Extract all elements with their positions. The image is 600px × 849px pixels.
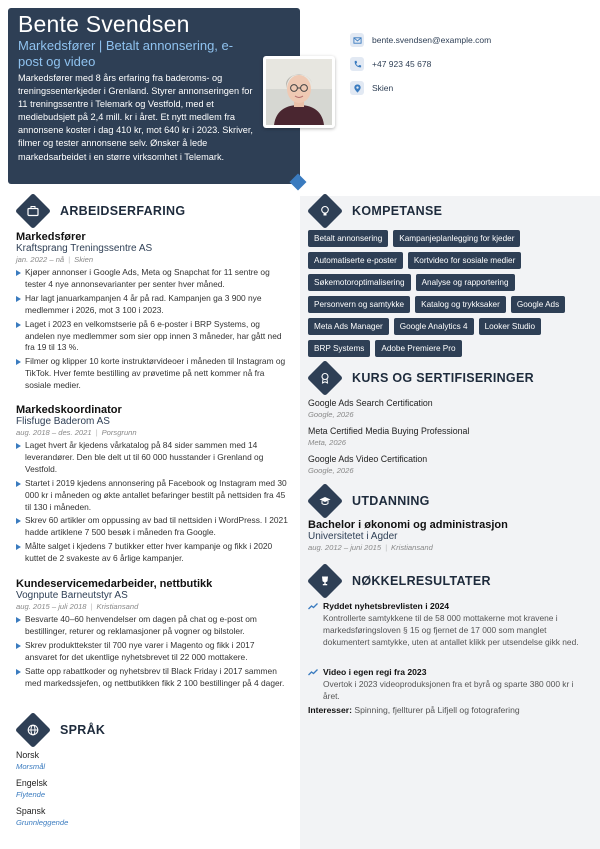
skill-tag: Looker Studio — [479, 318, 542, 335]
trend-up-icon — [308, 668, 318, 676]
certificate-icon — [310, 363, 340, 393]
skill-tags — [308, 230, 594, 362]
bullet: Kjøper annonser i Google Ads, Meta og Snapchat for 11 sentre og tester 4 nye annonsevarianter per senter hver måned. — [16, 267, 288, 291]
job-bullets — [16, 440, 288, 565]
globe-icon — [18, 715, 48, 745]
phone-text: +47 923 45 678 — [372, 59, 432, 69]
job-title: Markedskoordinator — [16, 404, 122, 416]
interests: Interesser: Spinning, fjellturer på Lifjell og fotografering — [308, 705, 520, 715]
job-title: Markedsfører — [16, 231, 86, 243]
skill-tag: Betalt annonsering — [308, 230, 388, 247]
phone-icon — [350, 57, 364, 71]
job-bullets — [16, 614, 288, 689]
job-company: Flisfuge Baderom AS — [16, 416, 110, 427]
skill-tag: Katalog og trykksaker — [415, 296, 506, 313]
graduation-cap-icon — [310, 486, 340, 516]
bullet: Målte salget i kjedens 7 butikker etter hver kampanje og fikk i 2020 kuttet de 2 svakeste av 6 årlige kampanjer. — [16, 541, 288, 565]
result-item: Video i egen regi fra 2023 Overtok i 2023 videoproduksjonen fra et byrå og sparte 380 000 kr i året. — [308, 667, 588, 702]
skill-tag: Adobe Premiere Pro — [375, 340, 461, 357]
job-entry — [16, 404, 288, 567]
result-item: Ryddet nyhetsbrevlisten i 2024 Kontrollerte samtykkene til de 58 000 mottakerne mot kravene i markedsføringsloven § 15 og fjernet de 17 000 som manglet dokumentert samtykke, uten at antallet klikk per utsendelse gikk ned. — [308, 601, 588, 648]
trophy-icon — [310, 566, 340, 596]
experience-heading: ARBEIDSERFARING — [16, 196, 185, 226]
skill-tag: Analyse og rapportering — [416, 274, 515, 291]
skill-tag: Kampanjeplanlegging for kjeder — [393, 230, 520, 247]
bullet: Filmer og klipper 10 korte instruktørvideoer i måneden til Instagram og TikTok. Hver femte bestilling av prøvetime på nett kommer nå fra sosiale medier. — [16, 356, 288, 392]
email-text: bente.svendsen@example.com — [372, 35, 492, 45]
job-bullets — [16, 267, 288, 392]
job-entry — [16, 578, 288, 691]
job-company: Vognpute Barneutstyr AS — [16, 590, 128, 601]
header-panel — [8, 8, 300, 184]
trend-up-icon — [308, 602, 318, 610]
education-meta: aug. 2012 – juni 2015 | Kristiansand — [308, 543, 433, 552]
results-heading: NØKKELRESULTATER — [308, 566, 491, 596]
education-heading: UTDANNING — [308, 486, 430, 516]
bullet: Startet i 2019 kjedens annonsering på Facebook og Instagram med 30 000 kr i måneden og økte antallet befaringer bestilt på nettsiden fra 45 til 130 i måneden. — [16, 478, 288, 514]
skill-tag: Google Analytics 4 — [394, 318, 474, 335]
bullet: Skrev 60 artikler om oppussing av bad til nettsiden i WordPress. I 2021 hadde artiklene 7 500 besøk i måneden fra Google. — [16, 515, 288, 539]
job-entry — [16, 231, 288, 394]
bullet: Laget hvert år kjedens vårkatalog på 84 sider sammen med 14 leverandører. Den ble delt ut til 60 000 husstander i Grenland og Vestfold. — [16, 440, 288, 476]
languages-heading: SPRÅK — [16, 715, 105, 745]
course-item: Google Ads Search Certification Google, 2026 — [308, 398, 433, 419]
education-entry — [308, 519, 588, 552]
bullet: Har lagt januarkampanjen 4 år på rad. Kampanjen ga 3 900 nye medlemmer i 2026, mot 3 100 i 2023. — [16, 293, 288, 317]
email-icon — [350, 33, 364, 47]
school: Universitetet i Agder — [308, 531, 398, 542]
language-item: Spansk Grunnleggende — [16, 806, 69, 827]
job-meta: jan. 2022 – nå | Skien — [16, 255, 94, 264]
candidate-role: Markedsfører | Betalt annonsering, e-post og video — [18, 38, 234, 69]
course-item: Meta Certified Media Buying Professional Meta, 2026 — [308, 426, 470, 447]
location-pin-icon — [350, 81, 364, 95]
bullet: Besvarte 40–60 henvendelser om dagen på chat og e-post om bestillinger, returer og reklamasjoner på vogner og bilstoler. — [16, 614, 288, 638]
bullet: Satte opp rabattkoder og nyhetsbrev til Black Friday i 2017 sammen med markedssjefen, og nettbutikken fikk 2 100 bestillinger på 4 dager. — [16, 666, 288, 690]
profile-photo — [263, 56, 335, 128]
profile-summary: Markedsfører med 8 års erfaring fra baderoms- og treningssenterkjeder i Grenland. Styrer annonseringen for 11 treningssentre i Telemark og Vestfold, med et mediebudsjett på 2,4 mill. kr i året. Et nytt medlem fra annonsene koster i dag 410 kr, mot 640 kr i 2023. Skriver, filmer og tester annonsene selv. Ønsker å lede markedsarbeidet i en større virksomhet i Telemark. — [18, 73, 253, 162]
candidate-name: Bente Svendsen — [18, 11, 190, 37]
contact-phone[interactable] — [350, 57, 431, 71]
language-item: Engelsk Flytende — [16, 778, 48, 799]
job-meta: aug. 2018 – des. 2021 | Porsgrunn — [16, 428, 137, 437]
skill-tag: BRP Systems — [308, 340, 370, 357]
skill-tag: Google Ads — [511, 296, 565, 313]
contact-email[interactable] — [350, 33, 491, 47]
course-item: Google Ads Video Certification Google, 2026 — [308, 454, 428, 475]
skill-tag: Meta Ads Manager — [308, 318, 389, 335]
skill-tag: Kortvideo for sosiale medier — [408, 252, 521, 269]
job-company: Kraftsprang Treningssentre AS — [16, 243, 153, 254]
bullet: Skrev produkttekster til 700 nye varer i Magento og fikk i 2017 ansvaret for det ukentlige nyhetsbrevet til 22 000 mottakere. — [16, 640, 288, 664]
job-title: Kundeservicemedarbeider, nettbutikk — [16, 578, 213, 590]
lightbulb-icon — [310, 196, 340, 226]
skill-tag: Søkemotoroptimalisering — [308, 274, 411, 291]
language-item: Norsk Morsmål — [16, 750, 46, 771]
skill-tag: Personvern og samtykke — [308, 296, 410, 313]
degree: Bachelor i økonomi og administrasjon — [308, 519, 508, 531]
skill-tag: Automatiserte e-poster — [308, 252, 403, 269]
skills-heading: KOMPETANSE — [308, 196, 442, 226]
job-meta: aug. 2015 – juli 2018 | Kristiansand — [16, 602, 139, 611]
contact-location — [350, 81, 393, 95]
courses-heading: KURS OG SERTIFISERINGER — [308, 363, 534, 393]
location-text: Skien — [372, 83, 394, 93]
bullet: Laget i 2023 en velkomstserie på 6 e-poster i BRP Systems, og andelen nye medlemmer som sier opp innen 3 måneder, har gått ned fra 19 til 13 %. — [16, 319, 288, 355]
briefcase-icon — [18, 196, 48, 226]
